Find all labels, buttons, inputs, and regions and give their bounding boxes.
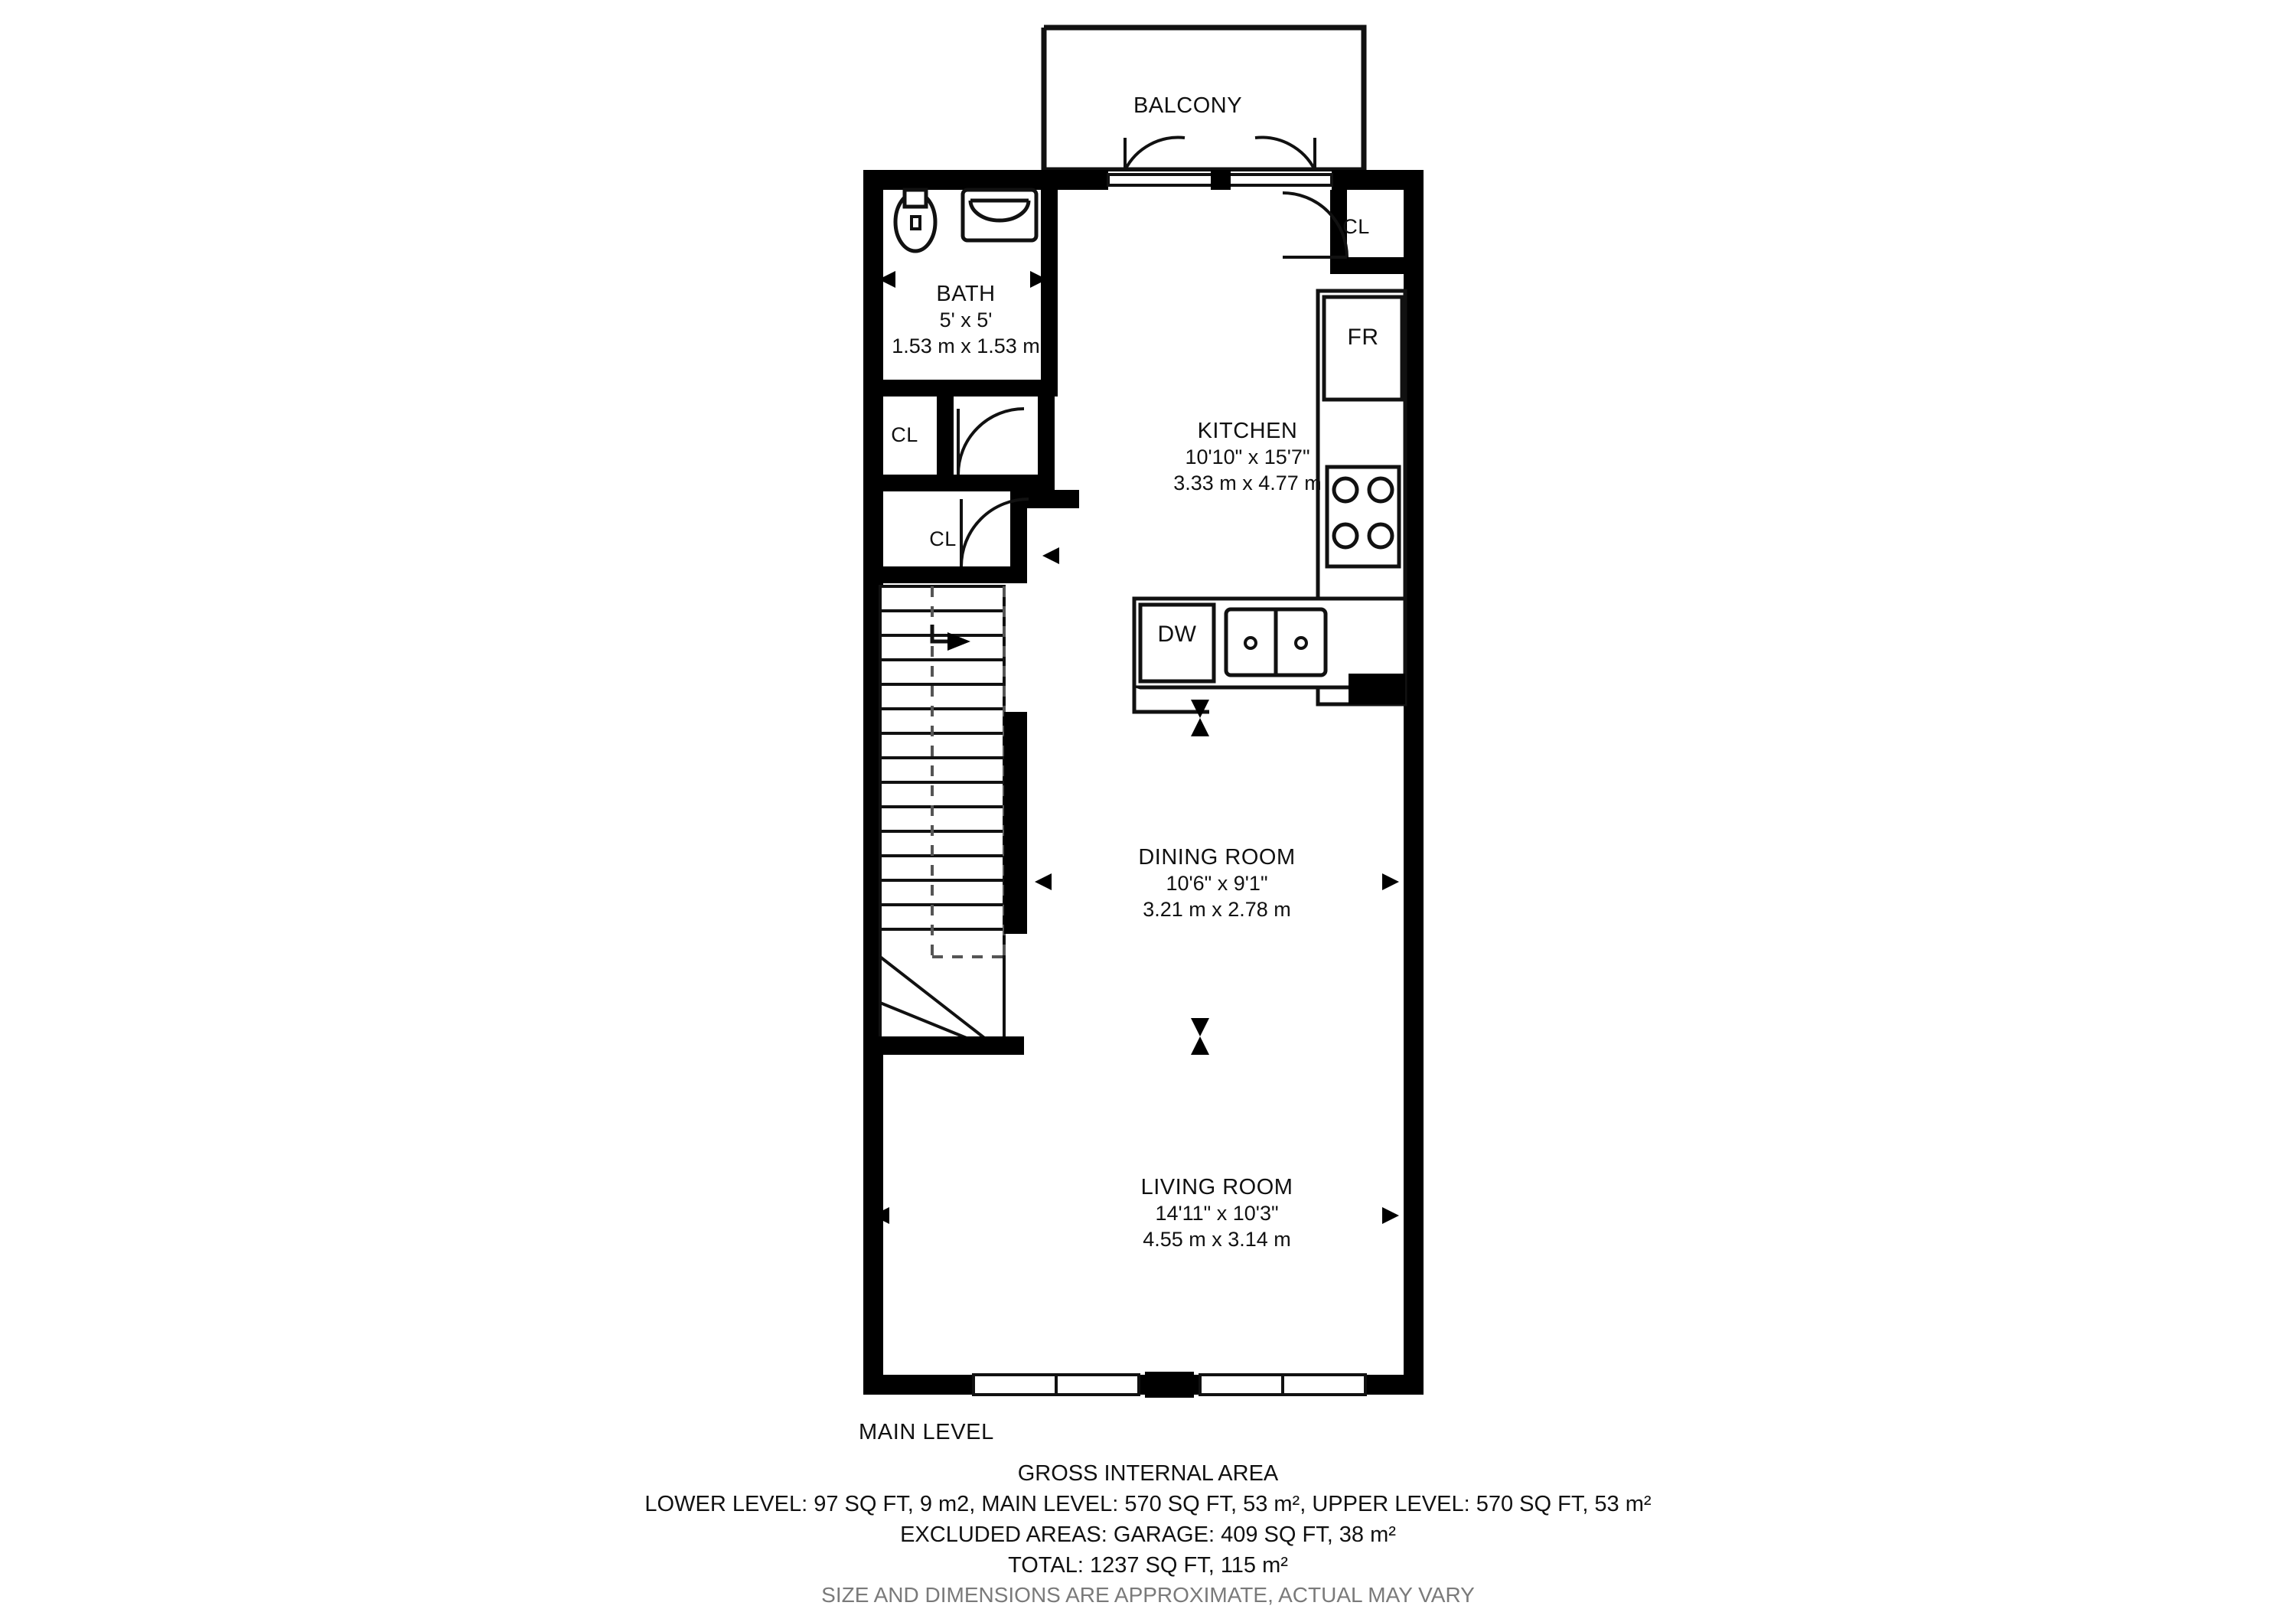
dining-dim-metric: 3.21 m x 2.78 m — [1143, 898, 1291, 921]
room-label-bath — [820, 280, 1111, 360]
bath-dim-imperial: 5' x 5' — [939, 308, 993, 332]
balcony-name: BALCONY — [1133, 93, 1243, 118]
area-heading: GROSS INTERNAL AREA — [1017, 1461, 1279, 1486]
living-dim-imperial: 14'11" x 10'3" — [1155, 1202, 1279, 1225]
room-label-kitchen — [1087, 417, 1408, 497]
room-label-dining — [1056, 844, 1378, 923]
living-name: LIVING ROOM — [1140, 1175, 1293, 1199]
closet-label-mid-left: CL — [891, 423, 918, 446]
level-title: MAIN LEVEL — [859, 1420, 994, 1444]
room-label-balcony — [1050, 92, 1326, 119]
closet-label-top-right: CL — [1342, 215, 1370, 238]
dining-name: DINING ROOM — [1138, 845, 1296, 870]
room-label-living — [1049, 1173, 1385, 1253]
bottom-windows — [974, 1372, 1365, 1398]
area-disclaimer: SIZE AND DIMENSIONS ARE APPROXIMATE, ACTUAL MAY VARY — [821, 1583, 1475, 1607]
area-summary — [0, 1458, 2296, 1611]
kitchen-dim-metric: 3.33 m x 4.77 m — [1173, 472, 1322, 494]
dishwasher-label: DW — [1157, 622, 1197, 647]
kitchen-dim-imperial: 10'10" x 15'7" — [1185, 445, 1310, 469]
bath-dim-metric: 1.53 m x 1.53 m — [892, 335, 1040, 357]
dining-dim-imperial: 10'6" x 9'1" — [1166, 872, 1268, 896]
area-line-1: LOWER LEVEL: 97 SQ FT, 9 m2, MAIN LEVEL: 570 SQ FT, 53 m², UPPER LEVEL: 570 SQ FT, 53 m² — [644, 1492, 1652, 1517]
area-line-2: EXCLUDED AREAS: GARAGE: 409 SQ FT, 38 m² — [900, 1522, 1396, 1548]
living-dim-metric: 4.55 m x 3.14 m — [1143, 1228, 1291, 1251]
staircase — [863, 586, 1027, 1055]
bath-name: BATH — [936, 282, 996, 306]
closet-label-lower-left: CL — [929, 527, 957, 550]
kitchen-name: KITCHEN — [1197, 419, 1298, 443]
fridge-label: FR — [1347, 325, 1379, 350]
area-line-3: TOTAL: 1237 SQ FT, 115 m² — [1008, 1553, 1288, 1578]
